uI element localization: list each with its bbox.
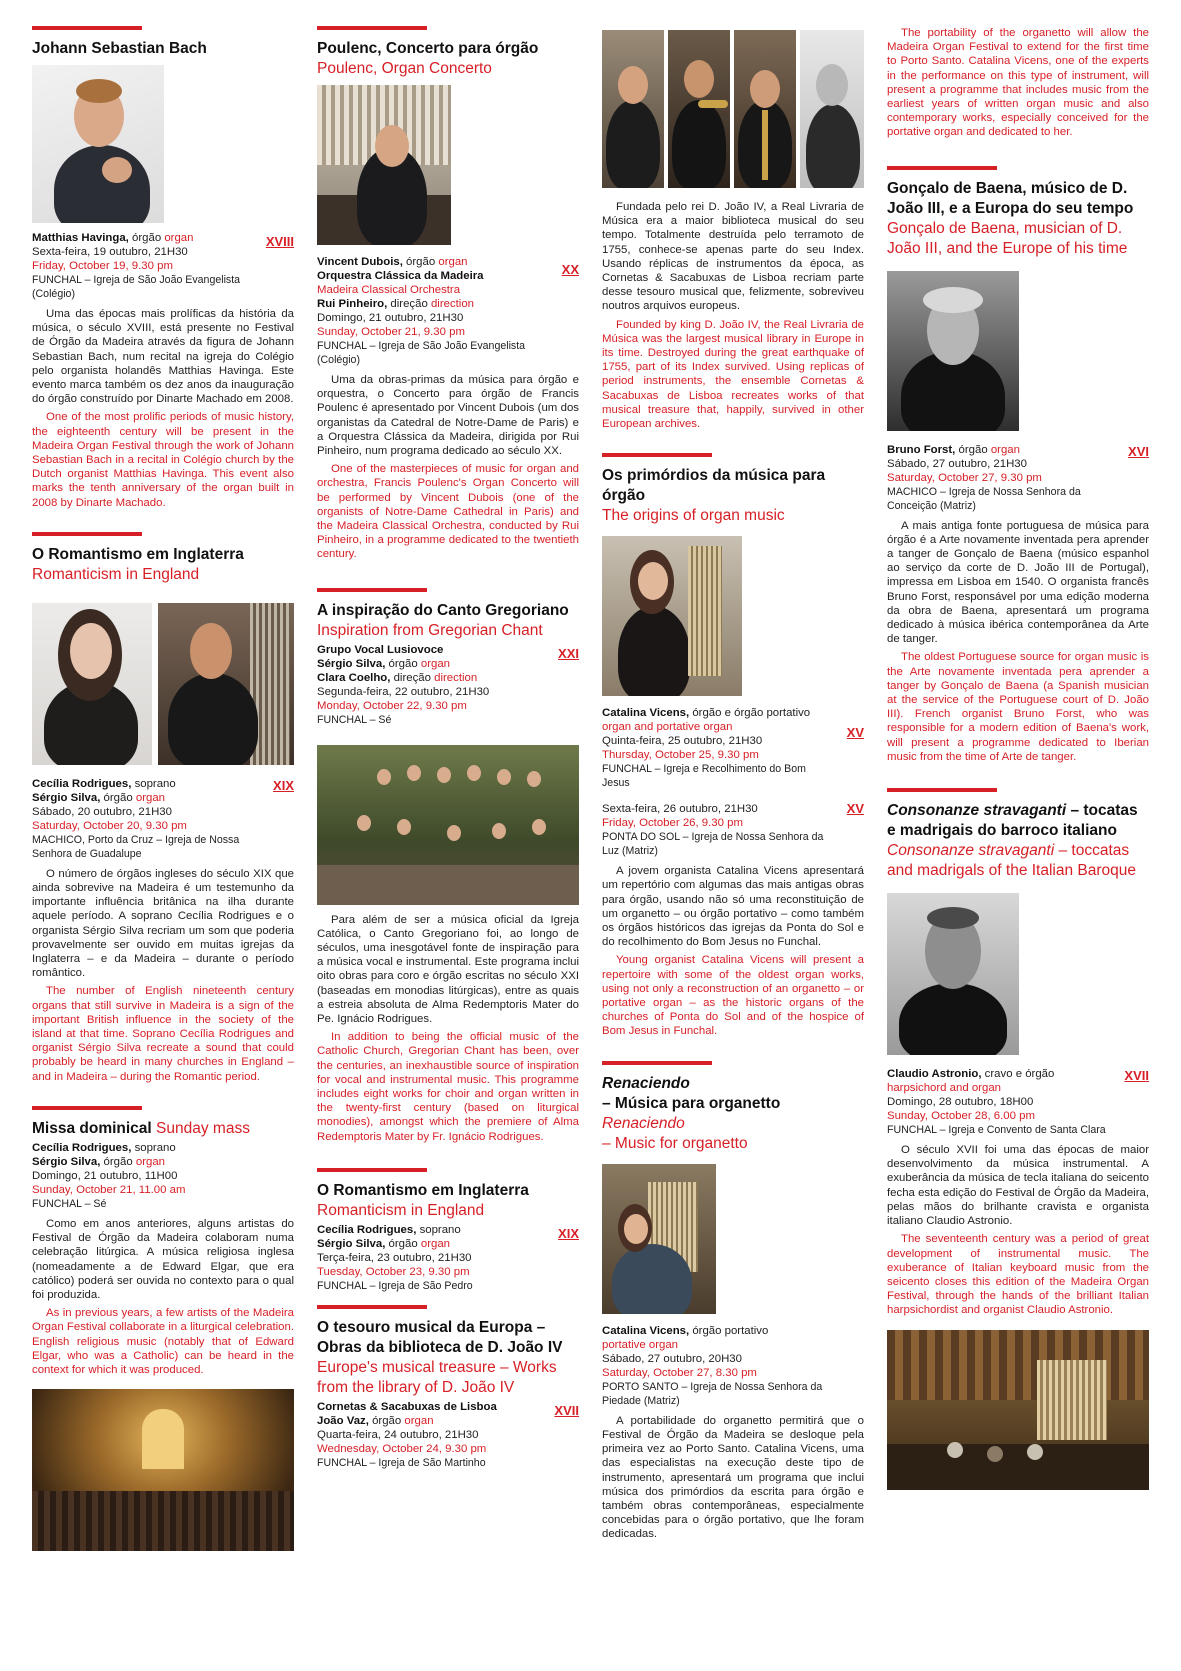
performer-name: Cecília Rodrigues, <box>32 1141 132 1154</box>
photo-ensemble-strip <box>602 30 864 188</box>
performer-name: Sérgio Silva, <box>32 791 101 804</box>
photo-cecilia-rodrigues <box>32 603 152 765</box>
performer-name: Sérgio Silva, <box>317 657 386 670</box>
event-title: O Romantismo em Inglaterra Romanticism in England <box>317 1181 529 1219</box>
date-en: Tuesday, October 23, 9.30 pm <box>317 1265 470 1278</box>
event-meta: XVII Cornetas & Sacabuxas de Lisboa João Vaz, órgão organ Quarta-feira, 24 outubro, 21H30 Wednesday, October 24, 9.30 pm FUNCHAL – Igreja de São Martinho <box>317 1400 579 1469</box>
photo-musician-2 <box>668 30 730 188</box>
event-meta: XV Catalina Vicens, órgão e órgão portativo organ and portative organ Quinta-feira, 25 outubro, 21H30 Thursday, October 25, 9.30 pm FUNCHAL – Igreja e Recolhimento do Bom Jesus <box>602 707 864 790</box>
photo-bruno-forst <box>887 271 1019 431</box>
text-pt: Uma da obras-primas da música para órgão e orquestra, o Concerto para órgão de Francis Poulenc é apresentado por Vincent Dubois (um dos organistas da Catedral de Notre-Dame de Paris) e a Orquestra Clássica da Madeira, dirigida por Rui Pinheiro, num programa dedicado ao século XX. <box>317 374 579 458</box>
date-pt: Sexta-feira, 26 outubro, 21H30 <box>602 803 758 816</box>
text-en: As in previous years, a few artists of the Madeira Organ Festival collaborate in a liturgical celebration. English religious music (notably that of Edward Elgar, who was a Catholic) can be heard in the context for which it was produced. <box>32 1307 294 1376</box>
venue: MACHICO, Porto da Cruz – Igreja de Nossa Senhora de Guadalupe <box>32 833 240 860</box>
venue: PORTO SANTO – Igreja de Nossa Senhora da Piedade (Matriz) <box>602 1380 823 1407</box>
event-meta: XVI Bruno Forst, órgão organ Sábado, 27 outubro, 21H30 Saturday, October 27, 9.30 pm MACHICO – Igreja de Nossa Senhora da Conceição (Matriz) <box>887 443 1149 512</box>
section-divider <box>317 1168 427 1172</box>
performer-name: Catalina Vicens, <box>602 707 690 720</box>
date-pt: Domingo, 21 outubro, 21H30 <box>317 312 464 324</box>
performer-name: Sérgio Silva, <box>317 1237 386 1250</box>
date-pt: Terça-feira, 23 outubro, 21H30 <box>317 1251 472 1264</box>
section-divider <box>317 26 427 30</box>
photo-vincent-dubois <box>317 85 451 245</box>
event-title: Missa dominical Sunday mass <box>32 1119 250 1137</box>
performer-name: Rui Pinheiro, <box>317 298 388 310</box>
date-pt: Sábado, 27 outubro, 20H30 <box>602 1352 742 1365</box>
date-pt: Segunda-feira, 22 outubro, 21H30 <box>317 685 490 698</box>
text-en: The seventeenth century was a period of great development of instrumental music. The exuberance of Italian keyboard music from the seicento closes this edition of the Madeira Organ Festival, through the hands of the brilliant Italian harpsichordist and organist Claudio Astronio. <box>887 1233 1149 1317</box>
date-en: Sunday, October 28, 6.00 pm <box>887 1110 1035 1123</box>
event-number: XVI <box>1128 443 1149 459</box>
section-divider <box>887 166 997 170</box>
section-divider <box>602 453 712 457</box>
column-4 <box>887 26 1149 1490</box>
text-en: The number of English nineteenth century organs that still survive in Madeira is a sign of the important British influence in the society of the island at that time. Soprano Cecília Rodrigues and organist Sérgio Silva recreate a sound that could probably be heard in many churches in England – and in Madeira – during the Romantic period. <box>32 985 294 1083</box>
text-en: One of the most prolific periods of music history, the eighteenth century will be present in the Madeira Organ Festival through the work of Johann Sebastian Bach in a recital in Colégio church by the Dutch organist Matthias Havinga. This event also marks the tenth anniversary of the organ built in 2008 by Dinarte Machado. <box>32 411 294 509</box>
venue: FUNCHAL – Igreja de São João Evangelista (Colégio) <box>317 340 526 366</box>
role-pt: órgão <box>132 232 162 244</box>
event-meta: XX Vincent Dubois, órgão organ Orquestra Clássica da Madeira Madeira Classical Orchestra Rui Pinheiro, direção direction Domingo, 21 outubro, 21H30 Sunday, October 21, 9.30 pm FUNCHAL – Igreja de São João Evangelista (Colégio) <box>317 256 579 366</box>
event-title: Gonçalo de Baena, músico de D. João III, e a Europa do seu tempo Gonçalo de Baena, musician of D. João III, and the Europe of his time <box>887 179 1134 257</box>
performer-name: João Vaz, <box>317 1414 369 1427</box>
section-divider <box>602 1061 712 1065</box>
photo-santa-clara-church <box>887 1330 1149 1490</box>
performer-name: Cecília Rodrigues, <box>317 1223 417 1236</box>
text-pt: Uma das épocas mais prolíficas da história da música, o século XVIII, está presente no Festival de Órgão da Madeira através da figura de Johann Sebastian Bach, num recital na igreja do Colégio pelo organista holandês Matthias Havinga. Este evento marca também os dez anos da inauguração do órgão construído por Dinarte Machado em 2008. <box>32 308 294 406</box>
event-number: XVII <box>1124 1068 1149 1084</box>
event-number: XV <box>846 725 864 741</box>
event-meta: XVII Claudio Astronio, cravo e órgão harpsichord and organ Domingo, 28 outubro, 18H00 Sunday, October 28, 6.00 pm FUNCHAL – Igreja e Convento de Santa Clara <box>887 1068 1149 1137</box>
event-title: Consonanze stravaganti – tocatas e madrigais do barroco italiano Consonanze stravaganti – toccatas and madrigals of the Italian Baroque <box>887 802 1138 880</box>
section-divider <box>317 1305 427 1309</box>
event-title: O tesouro musical da Europa – Obras da biblioteca de D. João IV Europe's musical treasure – Works from the library of D. João IV <box>317 1318 563 1396</box>
date-en: Sunday, October 21, 9.30 pm <box>317 326 465 338</box>
date-en: Thursday, October 25, 9.30 pm <box>602 749 759 762</box>
performer-name: Clara Coelho, <box>317 671 391 684</box>
text-pt: O número de órgãos ingleses do século XIX que ainda sobrevive na Madeira é um testemunho da importante influência britânica na ilha durante aquele período. A soprano Cecília Rodrigues e o organista Sérgio Silva recriam um som que poderia provavelmente ser ouvido em muitas igrejas da Inglaterra – e da Madeira – durante o período romântico. <box>32 867 294 980</box>
text-pt: A portabilidade do organetto permitirá que o Festival de Órgão da Madeira se desloque pela primeira vez ao Porto Santo. Catalina Vicens, uma das especialistas na execução deste tipo de instrumento, apresentará um programa que inclui música dos primórdios da escrita para órgão e também obras contemporâneas, especialmente concebidas para o órgão portativo, que lhe foram dedicadas. <box>602 1414 864 1541</box>
date-en: Saturday, October 27, 8.30 pm <box>602 1366 757 1379</box>
photo-musician-4 <box>800 30 864 188</box>
photo-catalina-vicens-organ <box>602 536 742 696</box>
event-number: XVIII <box>265 234 294 249</box>
text-en: One of the masterpieces of music for organ and orchestra, Francis Poulenc's Organ Concerto will be performed by Vincent Dubois (one of the organists of Notre-Dame Cathedral in Paris) and the Madeira Classical Orchestra, conducted by Rui Pinheiro, in a programme dedicated to the twentieth century. <box>317 463 579 561</box>
venue: FUNCHAL – Igreja de São Pedro <box>317 1279 473 1292</box>
section-divider <box>32 532 142 536</box>
venue: FUNCHAL – Igreja e Recolhimento do Bom Jesus <box>602 763 806 790</box>
event-number: XIX <box>558 1225 579 1241</box>
performer-name: Sérgio Silva, <box>32 1155 101 1168</box>
event-meta: XXI Grupo Vocal Lusiovoce Sérgio Silva, órgão organ Clara Coelho, direção direction Segunda-feira, 22 outubro, 21H30 Monday, October 22, 9.30 pm FUNCHAL – Sé <box>317 643 579 726</box>
event-meta: Cecília Rodrigues, soprano Sérgio Silva, órgão organ Domingo, 21 outubro, 11H00 Sunday, October 21, 11.00 am FUNCHAL – Sé <box>32 1141 294 1211</box>
role-en: organ <box>164 232 194 244</box>
venue: FUNCHAL – Igreja e Convento de Santa Clara <box>887 1124 1106 1137</box>
performer-name: Cecília Rodrigues, <box>32 777 132 790</box>
date-en: Saturday, October 27, 9.30 pm <box>887 471 1042 484</box>
performer-name: Bruno Forst, <box>887 443 956 456</box>
column-1 <box>32 26 294 1551</box>
text-pt: O século XVII foi uma das épocas de maior desenvolvimento da música instrumental. A exuberância da música de tecla italiana do seicento fecha esta edição do Festival de Órgão da Madeira, pelas mãos do brilhante cravista e organista italiano Claudio Astronio. <box>887 1144 1149 1228</box>
photo-cathedral-interior <box>32 1389 294 1551</box>
ensemble-name: Orquestra Clássica da Madeira <box>317 270 484 282</box>
event-meta <box>32 231 294 301</box>
photo-musician-3 <box>734 30 796 188</box>
venue: MACHICO – Igreja de Nossa Senhora da Conceição (Matriz) <box>887 485 1081 512</box>
ensemble-name: Cornetas & Sacabuxas de Lisboa <box>317 1400 497 1413</box>
event-meta: XIX Cecília Rodrigues, soprano Sérgio Silva, órgão organ Terça-feira, 23 outubro, 21H30 Tuesday, October 23, 9.30 pm FUNCHAL – Igreja de São Pedro <box>317 1223 579 1292</box>
photo-pair <box>32 603 294 765</box>
venue: FUNCHAL – Igreja de São Martinho <box>317 1456 486 1469</box>
photo-claudio-astronio <box>887 893 1019 1055</box>
date-pt: Domingo, 21 outubro, 11H00 <box>32 1169 178 1182</box>
text-pt: Fundada pelo rei D. João IV, a Real Livraria de Música era a maior biblioteca musical do seu tempo. Totalmente destruída pelo terramoto de 1755, conhece-se apenas parte do seu Index. Usando réplicas de instrumentos da época, as Cornetas & Sacabuxas de Lisboa recriam parte desse tesouro musical que, felizmente, sobreviveu noutros arquivos europeus. <box>602 201 864 313</box>
event-number: XV <box>846 801 864 817</box>
photo-musician-1 <box>602 30 664 188</box>
date-en: Sunday, October 21, 11.00 am <box>32 1183 186 1196</box>
performer-name: Catalina Vicens, <box>602 1324 690 1337</box>
text-pt: A jovem organista Catalina Vicens apresentará um repertório com algumas das mais antigas obras para órgão, usando não só uma reconstituição de um organetto – ou órgão portativo – como também os órgãos históricos das igrejas da Ponta do Sol e do recolhimento do Bom Jesus no Funchal. <box>602 865 864 949</box>
section-divider <box>32 1106 142 1110</box>
date-en: Monday, October 22, 9.30 pm <box>317 699 467 712</box>
performer-name: Vincent Dubois, <box>317 256 403 268</box>
text-en: The portability of the organetto will allow the Madeira Organ Festival to extend for the first time to Porto Santo. Catalina Vicens, one of the experts in the performance on this type of instrument, will present a programme that includes music from the earliest years of written organ music and also contemporary works, especially conceived for the portative organ and dedicated to her. <box>887 27 1149 139</box>
photo-catalina-vicens-organetto <box>602 1164 716 1314</box>
section-divider <box>887 788 997 792</box>
text-en: The oldest Portuguese source for organ music is the Arte novamente inventada pera aprender a tanger by Gonçalo de Baena (a Spanish musician at the service of the Portuguese court of D. João III). French organist Bruno Forst, who was responsible for a modern edition of Baena's work, will present a programme dedicated to Iberian music from the time of Arte de tanger. <box>887 651 1149 763</box>
section-divider <box>32 26 142 30</box>
date-pt: Sábado, 20 outubro, 21H30 <box>32 805 172 818</box>
event-title: Johann Sebastian Bach <box>32 40 207 57</box>
event-number: XX <box>561 262 579 277</box>
section-divider <box>317 588 427 592</box>
photo-choir-group <box>317 745 579 905</box>
event-number: XVII <box>554 1402 579 1418</box>
venue: FUNCHAL – Sé <box>32 1197 107 1210</box>
venue: PONTA DO SOL – Igreja de Nossa Senhora da Luz (Matriz) <box>602 831 824 858</box>
date-pt: Domingo, 28 outubro, 18H00 <box>887 1096 1034 1109</box>
event-title: Os primórdios da música para órgão The origins of organ music <box>602 467 826 525</box>
date-pt: Sábado, 27 outubro, 21H30 <box>887 457 1027 470</box>
event-title: Poulenc, Concerto para órgão Poulenc, Organ Concerto <box>317 40 539 77</box>
text-pt: Para além de ser a música oficial da Igreja Católica, o Canto Gregoriano foi, ao longo de séculos, uma inesgotável fonte de inspiração para a música vocal e instrumental. Este programa inclui oito obras para coro e órgão escritas no século XXI (baseadas em monodias litúrgicas), entre as quais a estreia absoluta de Alma Redemptoris Mater do Pe. Ignácio Rodrigues. <box>317 913 579 1026</box>
date-en: Friday, October 26, 9.30 pm <box>602 817 743 830</box>
ensemble-name: Grupo Vocal Lusiovoce <box>317 643 444 656</box>
date-en: Wednesday, October 24, 9.30 pm <box>317 1442 487 1455</box>
column-3 <box>602 30 864 1542</box>
event-title: O Romantismo em Inglaterra Romanticism in England <box>32 545 244 583</box>
event-number: XXI <box>558 645 579 661</box>
date-pt: Sexta-feira, 19 outubro, 21H30 <box>32 246 188 258</box>
text-pt: A mais antiga fonte portuguesa de música para órgão é a Arte novamente inventada pera aprender a tanger de Gonçalo de Baena (músico espanhol ao serviço da corte de D. João III de Portugal), impressa em Lisboa em 1540. O organista francês Bruno Forst, responsável por uma edição moderna da obra de Baena, apresentará um programa dedicado à música ibérica contemporânea da Arte de tanger. <box>887 519 1149 646</box>
event-number: XIX <box>273 777 294 793</box>
venue: FUNCHAL – Sé <box>317 713 392 726</box>
date-en: Friday, October 19, 9.30 pm <box>32 260 173 272</box>
event-title: Renaciendo – Música para organetto Renaciendo – Music for organetto <box>602 1074 781 1152</box>
photo-sergio-silva <box>158 603 294 765</box>
photo-matthias-havinga <box>32 65 164 223</box>
date-en: Saturday, October 20, 9.30 pm <box>32 819 187 832</box>
date-pt: Quinta-feira, 25 outubro, 21H30 <box>602 735 763 748</box>
event-meta: Catalina Vicens, órgão portativo portative organ Sábado, 27 outubro, 20H30 Saturday, October 27, 8.30 pm PORTO SANTO – Igreja de Nossa Senhora da Piedade (Matriz) <box>602 1324 864 1408</box>
event-title: A inspiração do Canto Gregoriano Inspiration from Gregorian Chant <box>317 601 569 639</box>
performer-name: Claudio Astronio, <box>887 1068 982 1081</box>
text-en: Founded by king D. João IV, the Real Livraria de Música was the largest musical library in Europe in its time. Destroyed during the great earthquake of 1755, part of its Index survived. Using replicas of period instruments, the ensemble Cornetas & Sacabuxas de Lisboa recreates works of that musical treasure that, happily, survived in other European archives. <box>602 318 864 431</box>
text-pt: Como em anos anteriores, alguns artistas do Festival de Órgão da Madeira colaboram numa celebração litúrgica. A música religiosa inglesa (nomeadamente a de Edward Elgar, que era católico) poderá ser ouvida no contexto para o qual foi produzida. <box>32 1217 294 1301</box>
performer-name: Matthias Havinga, <box>32 232 129 244</box>
column-2 <box>317 26 579 1470</box>
event-meta <box>602 802 864 858</box>
date-pt: Quarta-feira, 24 outubro, 21H30 <box>317 1428 479 1441</box>
venue: FUNCHAL – Igreja de São João Evangelista (Colégio) <box>32 274 241 300</box>
text-en: Young organist Catalina Vicens will present a repertoire with some of the oldest organ works, using not only a reconstruction of an organetto – or portative organ – as the historic organs of the churches of Ponta do Sol and of the hospice of Bom Jesus in Funchal. <box>602 954 864 1038</box>
text-en: In addition to being the official music of the Catholic Church, Gregorian Chant has been, over the centuries, an inexhaustible source of inspiration for vocal and instrumental music. This programme includes eight works for choir and organ written in the twenty-first century (based on liturgical monodies), amongst which the premiere of Alma Redemptoris Mater by Fr. Ignácio Rodrigues. <box>317 1031 579 1143</box>
event-meta: XIX Cecília Rodrigues, soprano Sérgio Silva, órgão organ Sábado, 20 outubro, 21H30 Saturday, October 20, 9.30 pm MACHICO, Porto da Cruz – Igreja de Nossa Senhora de Guadalupe <box>32 777 294 860</box>
